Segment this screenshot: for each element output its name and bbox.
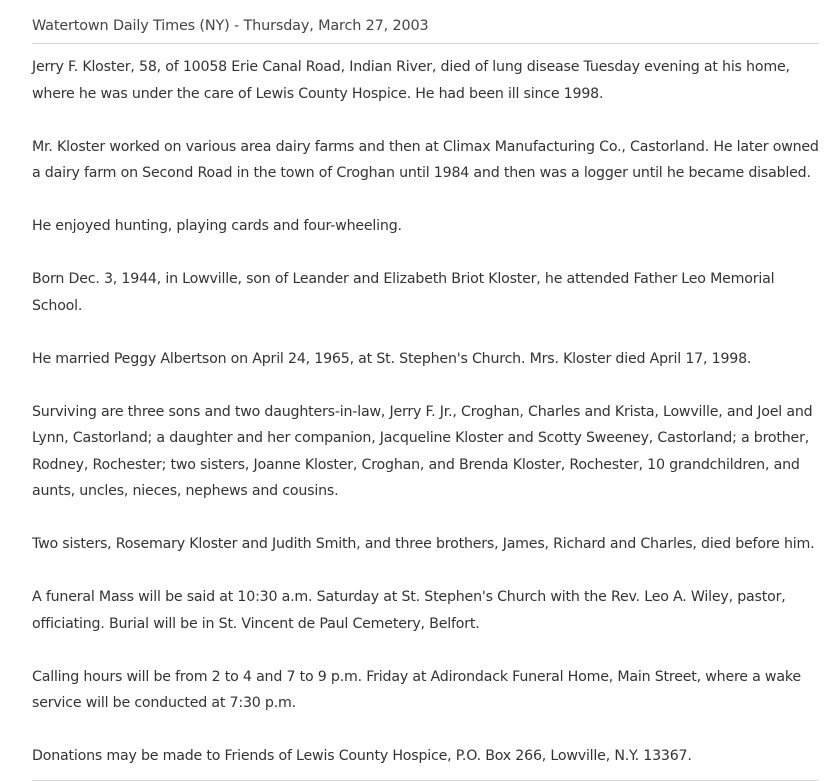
paragraph-career: Mr. Kloster worked on various area dairy farms and then at Climax Manufacturing Co., Castorland. He later owned a dairy farm on Second Road in the town of Croghan until 1984 and then was a logger until he became disabled. (32, 138, 819, 181)
paragraph-birth: Born Dec. 3, 1944, in Lowville, son of Leander and Elizabeth Briot Kloster, he attended Father Leo Memorial School. (32, 271, 775, 314)
paragraph-death-notice: Jerry F. Kloster, 58, of 10058 Erie Canal Road, Indian River, died of lung disease Tuesday evening at his home, where he was under the care of Lewis County Hospice. He had been ill since 1998. (32, 59, 790, 102)
paragraph-funeral-mass: A funeral Mass will be said at 10:30 a.m. Saturday at St. Stephen's Church with the Rev. Leo A. Wiley, pastor, officiating. Burial will be in St. Vincent de Paul Cemetery, Belfort. (32, 589, 786, 632)
obituary-article (32, 10, 819, 781)
paragraph-hobbies: He enjoyed hunting, playing cards and four-wheeling. (32, 218, 402, 234)
footer-divider (32, 780, 819, 781)
paragraph-marriage: He married Peggy Albertson on April 24, 1965, at St. Stephen's Church. Mrs. Kloster died April 17, 1998. (32, 350, 752, 367)
article-source-header: Watertown Daily Times (NY) - Thursday, March 27, 2003 (32, 10, 819, 44)
paragraph-predeceased: Two sisters, Rosemary Kloster and Judith Smith, and three brothers, James, Richard and Charles, died before him. (32, 536, 815, 552)
paragraph-survivors: Surviving are three sons and two daughters-in-law, Jerry F. Jr., Croghan, Charles and Krista, Lowville, and Joel and Lynn, Castorland; a daughter and her companion, Jacqueline Kloster and Scotty Sweeney, Castorland; a brother, Rodney, Rochester; two sisters, Joanne Kloster, Croghan, and Brenda Kloster, Rochester, 10 grandchildren, and aunts, uncles, nieces, nephews and cousins. (32, 403, 813, 499)
paragraph-calling-hours: Calling hours will be from 2 to 4 and 7 to 9 p.m. Friday at Adirondack Funeral Home, Main Street, where a wake service will be conducted at 7:30 p.m. (32, 668, 801, 711)
paragraph-donations: Donations may be made to Friends of Lewis County Hospice, P.O. Box 266, Lowville, N.Y. 13367. (32, 748, 692, 764)
article-body (32, 44, 819, 770)
